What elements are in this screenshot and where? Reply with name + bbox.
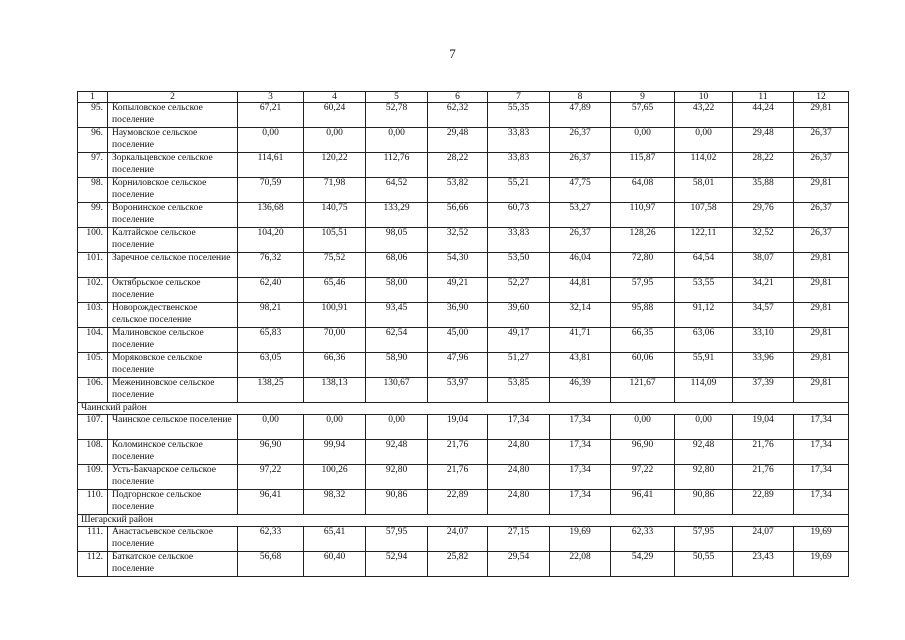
value-cell: 57,65 bbox=[611, 103, 675, 128]
value-cell: 0,00 bbox=[304, 128, 366, 153]
value-cell: 28,22 bbox=[428, 153, 488, 178]
settlement-name: Наумовское сельское поселение bbox=[108, 128, 238, 153]
table-row bbox=[78, 353, 849, 378]
value-cell: 98,05 bbox=[366, 228, 428, 253]
value-cell: 26,37 bbox=[794, 203, 849, 228]
settlement-name: Калтайское сельское поселение bbox=[108, 228, 238, 253]
value-cell: 26,37 bbox=[550, 128, 611, 153]
row-number: 105. bbox=[78, 353, 108, 378]
settlement-name: Подгорнское сельское поселение bbox=[108, 490, 238, 515]
row-number: 95. bbox=[78, 103, 108, 128]
value-cell: 128,26 bbox=[611, 228, 675, 253]
value-cell: 29,81 bbox=[794, 353, 849, 378]
value-cell: 21,76 bbox=[733, 465, 794, 490]
value-cell: 36,90 bbox=[428, 303, 488, 328]
value-cell: 96,90 bbox=[611, 440, 675, 465]
value-cell: 64,08 bbox=[611, 178, 675, 203]
value-cell: 93,45 bbox=[366, 303, 428, 328]
row-number: 110. bbox=[78, 490, 108, 515]
district-row bbox=[78, 403, 849, 415]
value-cell: 24,07 bbox=[428, 527, 488, 552]
value-cell: 98,32 bbox=[304, 490, 366, 515]
value-cell: 56,68 bbox=[238, 552, 304, 577]
value-cell: 57,95 bbox=[611, 278, 675, 303]
value-cell: 33,83 bbox=[488, 153, 550, 178]
value-cell: 64,52 bbox=[366, 178, 428, 203]
row-number: 107. bbox=[78, 415, 108, 440]
settlement-name: Заречное сельское поселение bbox=[108, 253, 238, 278]
value-cell: 53,50 bbox=[488, 253, 550, 278]
value-cell: 26,37 bbox=[794, 153, 849, 178]
value-cell: 0,00 bbox=[304, 415, 366, 440]
value-cell: 120,22 bbox=[304, 153, 366, 178]
value-cell: 46,39 bbox=[550, 378, 611, 403]
value-cell: 33,83 bbox=[488, 228, 550, 253]
value-cell: 72,80 bbox=[611, 253, 675, 278]
settlement-name: Корниловское сельское поселение bbox=[108, 178, 238, 203]
value-cell: 22,08 bbox=[550, 552, 611, 577]
value-cell: 98,21 bbox=[238, 303, 304, 328]
value-cell: 27,15 bbox=[488, 527, 550, 552]
column-header: 11 bbox=[733, 92, 794, 103]
value-cell: 114,61 bbox=[238, 153, 304, 178]
settlement-name: Анастасьевское сельское поселение bbox=[108, 527, 238, 552]
value-cell: 105,51 bbox=[304, 228, 366, 253]
column-header: 10 bbox=[675, 92, 733, 103]
table-row bbox=[78, 253, 849, 278]
value-cell: 17,34 bbox=[550, 490, 611, 515]
value-cell: 41,71 bbox=[550, 328, 611, 353]
value-cell: 92,80 bbox=[675, 465, 733, 490]
tariff-table bbox=[77, 91, 849, 577]
value-cell: 97,22 bbox=[238, 465, 304, 490]
value-cell: 90,86 bbox=[675, 490, 733, 515]
column-header: 2 bbox=[108, 92, 238, 103]
table-body bbox=[78, 92, 849, 577]
value-cell: 57,95 bbox=[366, 527, 428, 552]
value-cell: 96,41 bbox=[238, 490, 304, 515]
value-cell: 34,57 bbox=[733, 303, 794, 328]
value-cell: 52,78 bbox=[366, 103, 428, 128]
row-number: 104. bbox=[78, 328, 108, 353]
value-cell: 17,34 bbox=[794, 440, 849, 465]
value-cell: 19,04 bbox=[733, 415, 794, 440]
value-cell: 60,73 bbox=[488, 203, 550, 228]
column-header: 4 bbox=[304, 92, 366, 103]
table-row bbox=[78, 465, 849, 490]
value-cell: 26,37 bbox=[550, 228, 611, 253]
table-row bbox=[78, 378, 849, 403]
value-cell: 70,00 bbox=[304, 328, 366, 353]
value-cell: 62,54 bbox=[366, 328, 428, 353]
value-cell: 25,82 bbox=[428, 552, 488, 577]
district-row bbox=[78, 515, 849, 527]
value-cell: 97,22 bbox=[611, 465, 675, 490]
district-name: Чаинский район bbox=[78, 403, 849, 415]
value-cell: 24,80 bbox=[488, 490, 550, 515]
value-cell: 138,13 bbox=[304, 378, 366, 403]
value-cell: 29,81 bbox=[794, 178, 849, 203]
value-cell: 58,01 bbox=[675, 178, 733, 203]
value-cell: 0,00 bbox=[366, 128, 428, 153]
settlement-name: Моряковское сельское поселение bbox=[108, 353, 238, 378]
value-cell: 58,90 bbox=[366, 353, 428, 378]
table-row bbox=[78, 490, 849, 515]
value-cell: 104,20 bbox=[238, 228, 304, 253]
value-cell: 0,00 bbox=[675, 415, 733, 440]
value-cell: 19,69 bbox=[794, 552, 849, 577]
value-cell: 138,25 bbox=[238, 378, 304, 403]
value-cell: 136,68 bbox=[238, 203, 304, 228]
value-cell: 53,55 bbox=[675, 278, 733, 303]
table-row bbox=[78, 228, 849, 253]
value-cell: 55,91 bbox=[675, 353, 733, 378]
district-name: Шегарский район bbox=[78, 515, 849, 527]
value-cell: 29,81 bbox=[794, 303, 849, 328]
value-cell: 22,89 bbox=[733, 490, 794, 515]
column-header: 12 bbox=[794, 92, 849, 103]
value-cell: 29,48 bbox=[428, 128, 488, 153]
value-cell: 122,11 bbox=[675, 228, 733, 253]
page-number: 7 bbox=[449, 46, 456, 61]
value-cell: 44,81 bbox=[550, 278, 611, 303]
value-cell: 51,27 bbox=[488, 353, 550, 378]
value-cell: 60,24 bbox=[304, 103, 366, 128]
value-cell: 17,34 bbox=[488, 415, 550, 440]
settlement-name: Усть-Бакчарское сельское поселение bbox=[108, 465, 238, 490]
value-cell: 26,37 bbox=[794, 228, 849, 253]
value-cell: 35,88 bbox=[733, 178, 794, 203]
value-cell: 38,07 bbox=[733, 253, 794, 278]
row-number: 108. bbox=[78, 440, 108, 465]
value-cell: 19,04 bbox=[428, 415, 488, 440]
value-cell: 62,33 bbox=[611, 527, 675, 552]
column-header: 7 bbox=[488, 92, 550, 103]
value-cell: 71,98 bbox=[304, 178, 366, 203]
value-cell: 53,97 bbox=[428, 378, 488, 403]
column-header: 6 bbox=[428, 92, 488, 103]
value-cell: 47,89 bbox=[550, 103, 611, 128]
value-cell: 76,32 bbox=[238, 253, 304, 278]
value-cell: 46,04 bbox=[550, 253, 611, 278]
value-cell: 107,58 bbox=[675, 203, 733, 228]
value-cell: 21,76 bbox=[428, 465, 488, 490]
value-cell: 21,76 bbox=[733, 440, 794, 465]
value-cell: 115,87 bbox=[611, 153, 675, 178]
row-number: 112. bbox=[78, 552, 108, 577]
row-number: 103. bbox=[78, 303, 108, 328]
value-cell: 92,48 bbox=[675, 440, 733, 465]
value-cell: 0,00 bbox=[366, 415, 428, 440]
value-cell: 21,76 bbox=[428, 440, 488, 465]
value-cell: 60,06 bbox=[611, 353, 675, 378]
value-cell: 24,80 bbox=[488, 465, 550, 490]
value-cell: 53,27 bbox=[550, 203, 611, 228]
value-cell: 92,48 bbox=[366, 440, 428, 465]
column-header: 1 bbox=[78, 92, 108, 103]
value-cell: 64,54 bbox=[675, 253, 733, 278]
value-cell: 60,40 bbox=[304, 552, 366, 577]
value-cell: 17,34 bbox=[550, 440, 611, 465]
value-cell: 17,34 bbox=[794, 490, 849, 515]
table-row bbox=[78, 278, 849, 303]
value-cell: 66,36 bbox=[304, 353, 366, 378]
value-cell: 65,83 bbox=[238, 328, 304, 353]
value-cell: 58,00 bbox=[366, 278, 428, 303]
value-cell: 45,00 bbox=[428, 328, 488, 353]
row-number: 100. bbox=[78, 228, 108, 253]
value-cell: 133,29 bbox=[366, 203, 428, 228]
value-cell: 63,05 bbox=[238, 353, 304, 378]
value-cell: 54,29 bbox=[611, 552, 675, 577]
value-cell: 49,17 bbox=[488, 328, 550, 353]
value-cell: 53,85 bbox=[488, 378, 550, 403]
row-number: 99. bbox=[78, 203, 108, 228]
column-header: 8 bbox=[550, 92, 611, 103]
value-cell: 114,09 bbox=[675, 378, 733, 403]
value-cell: 52,27 bbox=[488, 278, 550, 303]
value-cell: 53,82 bbox=[428, 178, 488, 203]
value-cell: 29,81 bbox=[794, 253, 849, 278]
value-cell: 57,95 bbox=[675, 527, 733, 552]
value-cell: 26,37 bbox=[794, 128, 849, 153]
value-cell: 32,52 bbox=[733, 228, 794, 253]
value-cell: 54,30 bbox=[428, 253, 488, 278]
value-cell: 19,69 bbox=[794, 527, 849, 552]
value-cell: 43,22 bbox=[675, 103, 733, 128]
row-number: 97. bbox=[78, 153, 108, 178]
table-row bbox=[78, 153, 849, 178]
value-cell: 32,52 bbox=[428, 228, 488, 253]
row-number: 109. bbox=[78, 465, 108, 490]
settlement-name: Новорождественское сельское поселение bbox=[108, 303, 238, 328]
value-cell: 43,81 bbox=[550, 353, 611, 378]
column-header: 3 bbox=[238, 92, 304, 103]
table-row bbox=[78, 552, 849, 577]
value-cell: 96,41 bbox=[611, 490, 675, 515]
value-cell: 130,67 bbox=[366, 378, 428, 403]
value-cell: 68,06 bbox=[366, 253, 428, 278]
value-cell: 55,21 bbox=[488, 178, 550, 203]
value-cell: 19,69 bbox=[550, 527, 611, 552]
value-cell: 140,75 bbox=[304, 203, 366, 228]
value-cell: 0,00 bbox=[611, 128, 675, 153]
value-cell: 47,75 bbox=[550, 178, 611, 203]
value-cell: 17,34 bbox=[794, 465, 849, 490]
value-cell: 0,00 bbox=[675, 128, 733, 153]
value-cell: 99,94 bbox=[304, 440, 366, 465]
value-cell: 37,39 bbox=[733, 378, 794, 403]
column-header: 9 bbox=[611, 92, 675, 103]
value-cell: 24,80 bbox=[488, 440, 550, 465]
table-row bbox=[78, 440, 849, 465]
value-cell: 33,10 bbox=[733, 328, 794, 353]
row-number: 98. bbox=[78, 178, 108, 203]
value-cell: 110,97 bbox=[611, 203, 675, 228]
value-cell: 29,81 bbox=[794, 103, 849, 128]
value-cell: 121,67 bbox=[611, 378, 675, 403]
value-cell: 96,90 bbox=[238, 440, 304, 465]
value-cell: 17,34 bbox=[794, 415, 849, 440]
table-row bbox=[78, 415, 849, 440]
value-cell: 65,41 bbox=[304, 527, 366, 552]
row-number: 96. bbox=[78, 128, 108, 153]
value-cell: 17,34 bbox=[550, 415, 611, 440]
settlement-name: Чаинское сельское поселение bbox=[108, 415, 238, 440]
value-cell: 92,80 bbox=[366, 465, 428, 490]
value-cell: 67,21 bbox=[238, 103, 304, 128]
value-cell: 91,12 bbox=[675, 303, 733, 328]
value-cell: 29,76 bbox=[733, 203, 794, 228]
value-cell: 100,91 bbox=[304, 303, 366, 328]
settlement-name: Копыловское сельское поселение bbox=[108, 103, 238, 128]
settlement-name: Воронинское сельское поселение bbox=[108, 203, 238, 228]
value-cell: 56,66 bbox=[428, 203, 488, 228]
value-cell: 0,00 bbox=[611, 415, 675, 440]
value-cell: 32,14 bbox=[550, 303, 611, 328]
value-cell: 66,35 bbox=[611, 328, 675, 353]
value-cell: 95,88 bbox=[611, 303, 675, 328]
settlement-name: Баткатское сельское поселение bbox=[108, 552, 238, 577]
value-cell: 24,07 bbox=[733, 527, 794, 552]
row-number: 101. bbox=[78, 253, 108, 278]
value-cell: 65,46 bbox=[304, 278, 366, 303]
value-cell: 0,00 bbox=[238, 128, 304, 153]
value-cell: 62,40 bbox=[238, 278, 304, 303]
value-cell: 33,96 bbox=[733, 353, 794, 378]
value-cell: 34,21 bbox=[733, 278, 794, 303]
value-cell: 75,52 bbox=[304, 253, 366, 278]
row-number: 111. bbox=[78, 527, 108, 552]
table-row bbox=[78, 203, 849, 228]
value-cell: 23,43 bbox=[733, 552, 794, 577]
value-cell: 29,81 bbox=[794, 278, 849, 303]
value-cell: 62,32 bbox=[428, 103, 488, 128]
table-row bbox=[78, 527, 849, 552]
value-cell: 49,21 bbox=[428, 278, 488, 303]
row-number: 102. bbox=[78, 278, 108, 303]
value-cell: 50,55 bbox=[675, 552, 733, 577]
value-cell: 63,06 bbox=[675, 328, 733, 353]
value-cell: 29,54 bbox=[488, 552, 550, 577]
value-cell: 22,89 bbox=[428, 490, 488, 515]
value-cell: 70,59 bbox=[238, 178, 304, 203]
value-cell: 28,22 bbox=[733, 153, 794, 178]
value-cell: 29,81 bbox=[794, 378, 849, 403]
settlement-name: Октябрьское сельское поселение bbox=[108, 278, 238, 303]
value-cell: 0,00 bbox=[238, 415, 304, 440]
settlement-name: Зоркальцевское сельское поселение bbox=[108, 153, 238, 178]
value-cell: 62,33 bbox=[238, 527, 304, 552]
value-cell: 29,81 bbox=[794, 328, 849, 353]
settlement-name: Межениновское сельское поселение bbox=[108, 378, 238, 403]
table-row bbox=[78, 178, 849, 203]
column-header: 5 bbox=[366, 92, 428, 103]
value-cell: 112,76 bbox=[366, 153, 428, 178]
value-cell: 44,24 bbox=[733, 103, 794, 128]
value-cell: 26,37 bbox=[550, 153, 611, 178]
value-cell: 55,35 bbox=[488, 103, 550, 128]
value-cell: 47,96 bbox=[428, 353, 488, 378]
value-cell: 100,26 bbox=[304, 465, 366, 490]
table-row bbox=[78, 128, 849, 153]
value-cell: 90,86 bbox=[366, 490, 428, 515]
settlement-name: Малиновское сельское поселение bbox=[108, 328, 238, 353]
value-cell: 29,48 bbox=[733, 128, 794, 153]
value-cell: 114,02 bbox=[675, 153, 733, 178]
table-row bbox=[78, 303, 849, 328]
settlement-name: Коломинское сельское поселение bbox=[108, 440, 238, 465]
column-header-row bbox=[78, 92, 849, 103]
table-row bbox=[78, 103, 849, 128]
value-cell: 17,34 bbox=[550, 465, 611, 490]
row-number: 106. bbox=[78, 378, 108, 403]
table-row bbox=[78, 328, 849, 353]
value-cell: 52,94 bbox=[366, 552, 428, 577]
value-cell: 39,60 bbox=[488, 303, 550, 328]
value-cell: 33,83 bbox=[488, 128, 550, 153]
